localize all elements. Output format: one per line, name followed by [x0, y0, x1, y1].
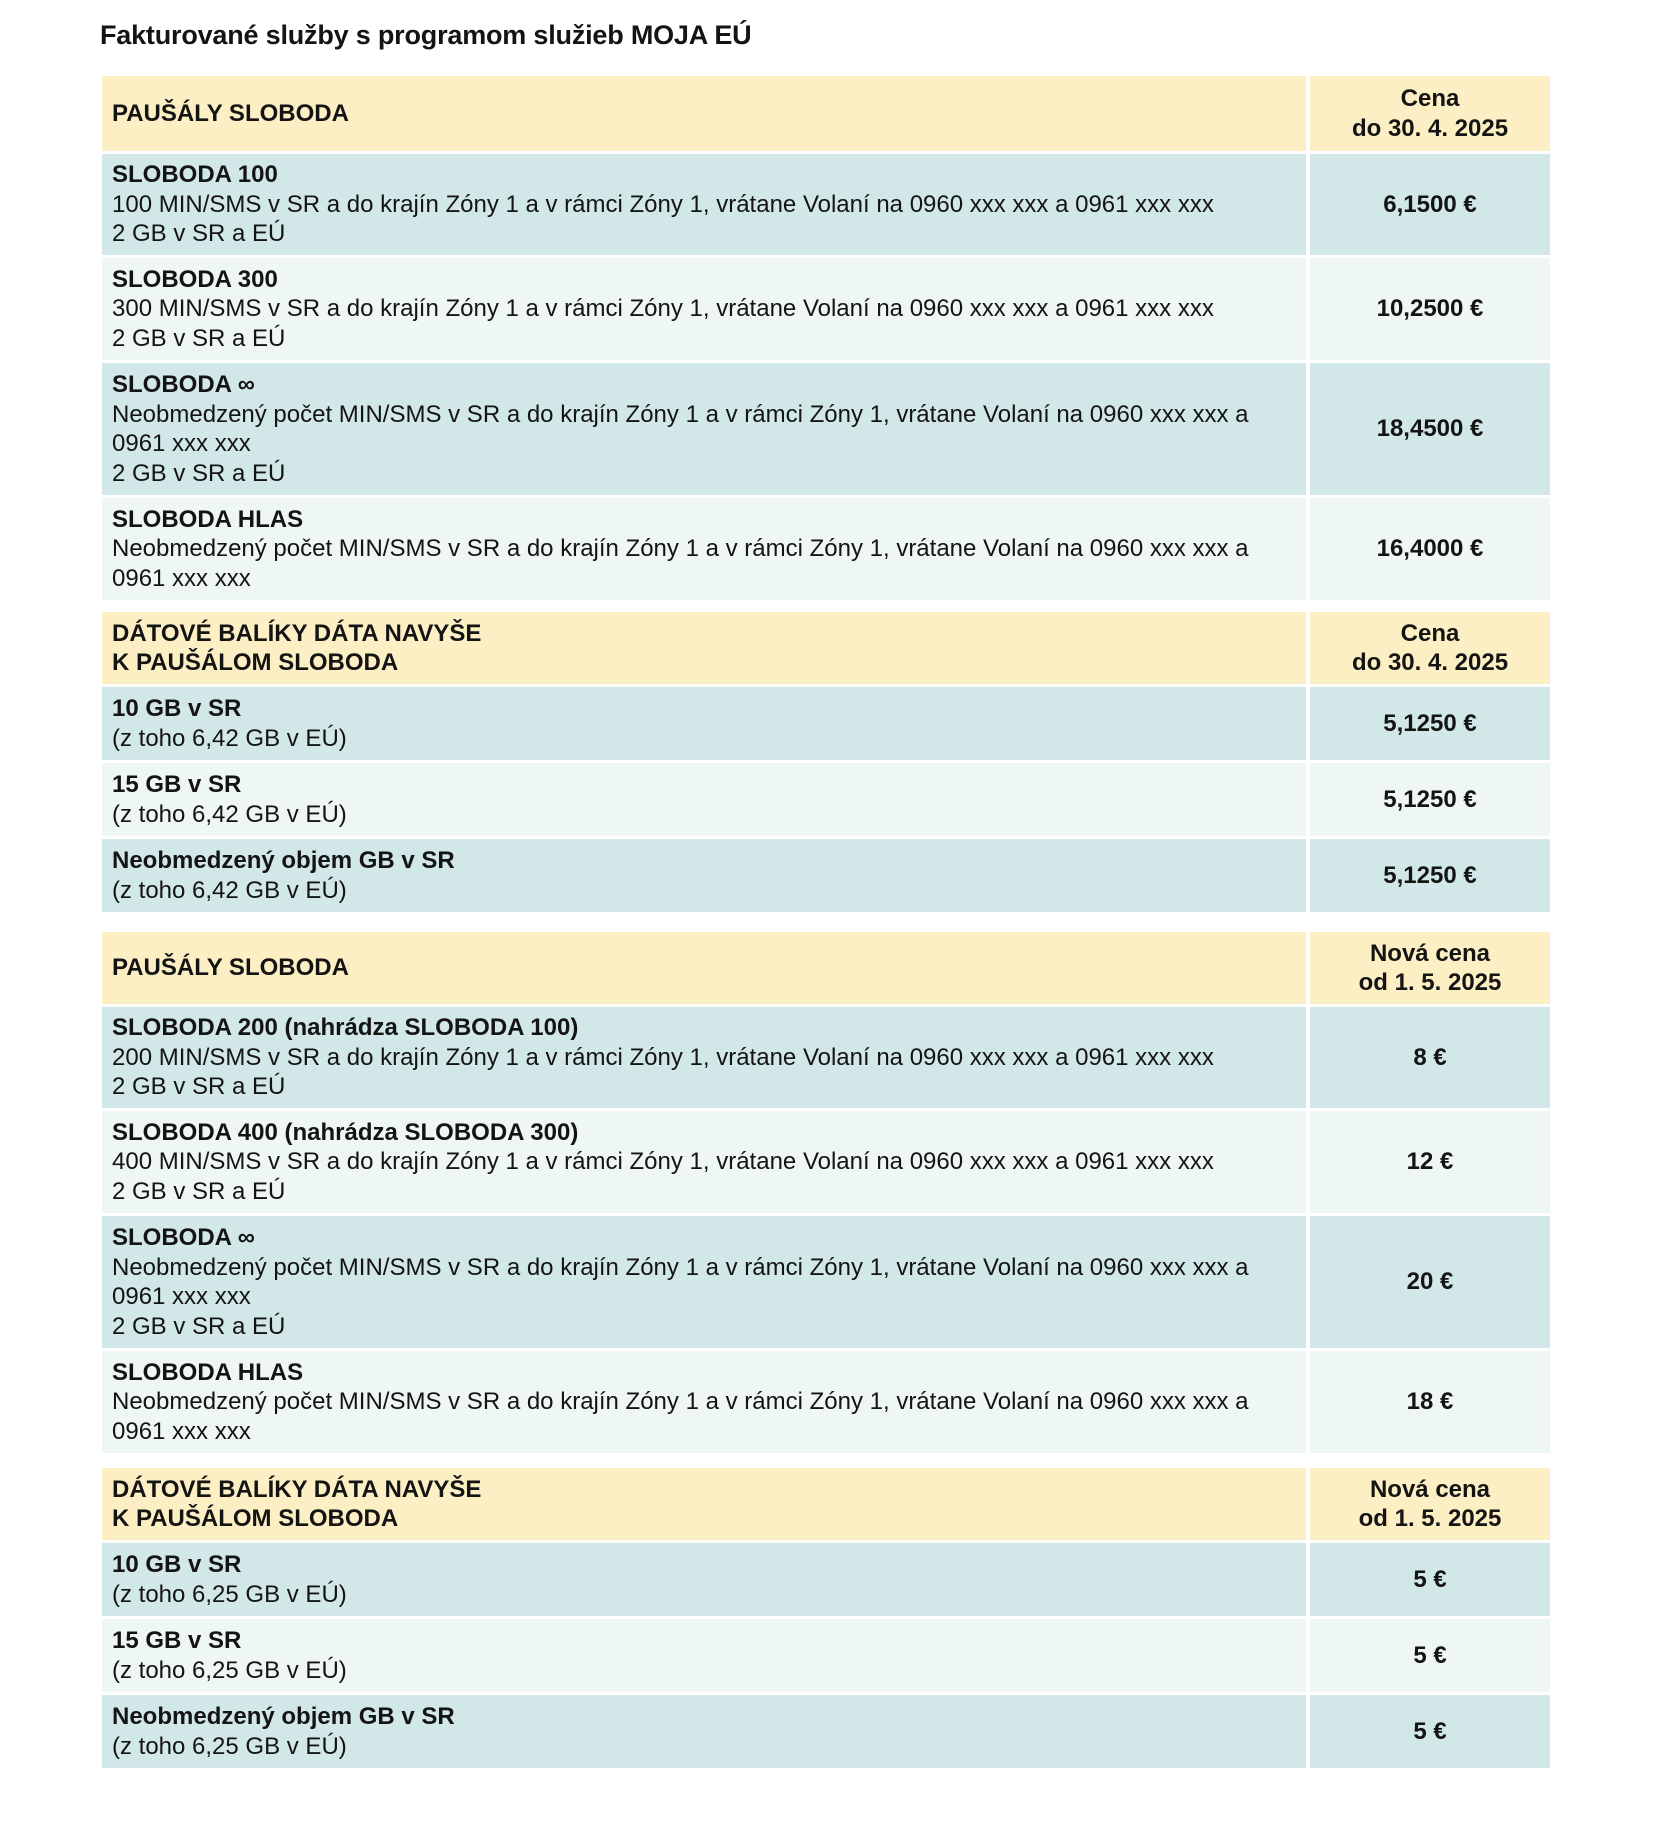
- plan-name: Neobmedzený objem GB v SR: [112, 1703, 455, 1730]
- plan-detail: (z toho 6,42 GB v EÚ): [112, 800, 347, 828]
- plan-price: 18 €: [1310, 1351, 1550, 1453]
- plan-description: [102, 1619, 1306, 1692]
- price-column-header: [1310, 612, 1550, 684]
- page-title: Fakturované služby s programom služieb MOJA EÚ: [100, 20, 752, 50]
- price-table: [102, 612, 1550, 912]
- price-column-header: [1310, 76, 1550, 151]
- plan-detail: 0961 xxx xxx: [112, 1283, 251, 1310]
- section-header-line: DÁTOVÉ BALÍKY DÁTA NAVYŠE: [112, 619, 482, 647]
- price-header-line: od 1. 5. 2025: [1358, 969, 1502, 996]
- plan-detail: (z toho 6,42 GB v EÚ): [112, 876, 347, 904]
- plan-description: [102, 1111, 1306, 1213]
- plan-price: 18,4500 €: [1310, 363, 1550, 495]
- price-table: [102, 1468, 1550, 1768]
- plan-description: [102, 763, 1306, 836]
- plan-price: 12 €: [1310, 1111, 1550, 1213]
- plan-detail: Neobmedzený počet MIN/SMS v SR a do krajín Zóny 1 a v rámci Zóny 1, vrátane Volaní na 0960 xxx xxx a: [112, 535, 1249, 563]
- plan-price: 5,1250 €: [1310, 687, 1550, 760]
- plan-detail: 2 GB v SR a EÚ: [112, 459, 286, 487]
- plan-detail: (z toho 6,42 GB v EÚ): [112, 724, 347, 752]
- plan-detail: (z toho 6,25 GB v EÚ): [112, 1732, 347, 1760]
- plan-name: SLOBODA 300: [112, 265, 278, 293]
- plan-price: 5 €: [1310, 1543, 1550, 1616]
- plan-detail: 2 GB v SR a EÚ: [112, 1073, 286, 1101]
- plan-detail: 2 GB v SR a EÚ: [112, 1177, 286, 1205]
- plan-description: [102, 1351, 1306, 1453]
- plan-detail: Neobmedzený počet MIN/SMS v SR a do krajín Zóny 1 a v rámci Zóny 1, vrátane Volaní na 0960 xxx xxx a: [112, 400, 1249, 428]
- section-header-line: DÁTOVÉ BALÍKY DÁTA NAVYŠE: [112, 1475, 482, 1503]
- price-header-line: Nová cena: [1369, 939, 1491, 967]
- plan-description: [102, 363, 1306, 495]
- plan-name: SLOBODA 400 (nahrádza SLOBODA 300): [112, 1118, 579, 1146]
- plan-detail: 2 GB v SR a EÚ: [112, 324, 286, 352]
- price-header-line: Cena: [1400, 619, 1460, 647]
- plan-description: [102, 687, 1306, 760]
- price-column-header: [1310, 1468, 1550, 1540]
- plan-name: Neobmedzený objem GB v SR: [112, 847, 455, 874]
- section-header-line: K PAUŠÁLOM SLOBODA: [112, 649, 399, 676]
- plan-description: [102, 1007, 1306, 1108]
- section-header-line: PAUŠÁLY SLOBODA: [112, 99, 349, 127]
- plan-price: 20 €: [1310, 1216, 1550, 1348]
- plan-detail: Neobmedzený počet MIN/SMS v SR a do krajín Zóny 1 a v rámci Zóny 1, vrátane Volaní na 0960 xxx xxx a: [112, 1253, 1249, 1281]
- plan-description: [102, 839, 1306, 912]
- plan-detail: 2 GB v SR a EÚ: [112, 220, 286, 248]
- plan-detail: 200 MIN/SMS v SR a do krajín Zóny 1 a v rámci Zóny 1, vrátane Volaní na 0960 xxx xxx a 0961 xxx xxx: [112, 1043, 1214, 1071]
- plan-description: [102, 498, 1306, 600]
- plan-description: [102, 154, 1306, 255]
- plan-detail: Neobmedzený počet MIN/SMS v SR a do krajín Zóny 1 a v rámci Zóny 1, vrátane Volaní na 0960 xxx xxx a: [112, 1388, 1249, 1416]
- plan-price: 6,1500 €: [1310, 154, 1550, 255]
- plan-name: 15 GB v SR: [112, 771, 242, 798]
- plan-price: 16,4000 €: [1310, 498, 1550, 600]
- price-header-line: Cena: [1400, 85, 1460, 112]
- section-header: [102, 76, 1306, 151]
- section-header-line: PAUŠÁLY SLOBODA: [112, 954, 349, 982]
- plan-price: 5,1250 €: [1310, 763, 1550, 836]
- plan-price: 5,1250 €: [1310, 839, 1550, 912]
- plan-name: 10 GB v SR: [112, 695, 242, 722]
- plan-price: 8 €: [1310, 1007, 1550, 1108]
- plan-detail: 300 MIN/SMS v SR a do krajín Zóny 1 a v rámci Zóny 1, vrátane Volaní na 0960 xxx xxx a 0961 xxx xxx: [112, 295, 1214, 323]
- plan-detail: 2 GB v SR a EÚ: [112, 1312, 286, 1340]
- price-header-line: do 30. 4. 2025: [1351, 649, 1509, 676]
- plan-detail: 0961 xxx xxx: [112, 564, 251, 592]
- plan-price: 5 €: [1310, 1695, 1550, 1768]
- plan-description: [102, 1216, 1306, 1348]
- plan-description: [102, 1543, 1306, 1616]
- plan-price: 5 €: [1310, 1619, 1550, 1692]
- plan-name: SLOBODA HLAS: [112, 505, 304, 533]
- price-table: [102, 76, 1550, 600]
- plan-detail: 0961 xxx xxx: [112, 430, 251, 457]
- plan-name: SLOBODA HLAS: [112, 1358, 304, 1386]
- section-header-line: K PAUŠÁLOM SLOBODA: [112, 1505, 399, 1532]
- plan-name: SLOBODA 100: [112, 161, 278, 189]
- plan-name: SLOBODA 200 (nahrádza SLOBODA 100): [112, 1014, 579, 1042]
- price-header-line: od 1. 5. 2025: [1358, 1505, 1502, 1532]
- section-header: [102, 932, 1306, 1004]
- plan-name: 10 GB v SR: [112, 1551, 242, 1578]
- section-header: [102, 612, 1306, 684]
- plan-detail: (z toho 6,25 GB v EÚ): [112, 1656, 347, 1684]
- price-header-line: Nová cena: [1369, 1475, 1491, 1503]
- price-header-line: do 30. 4. 2025: [1351, 114, 1509, 142]
- plan-description: [102, 1695, 1306, 1768]
- plan-description: [102, 258, 1306, 360]
- plan-detail: 0961 xxx xxx: [112, 1417, 251, 1445]
- plan-price: 10,2500 €: [1310, 258, 1550, 360]
- plan-detail: (z toho 6,25 GB v EÚ): [112, 1580, 347, 1608]
- plan-detail: 400 MIN/SMS v SR a do krajín Zóny 1 a v rámci Zóny 1, vrátane Volaní na 0960 xxx xxx a 0961 xxx xxx: [112, 1148, 1214, 1176]
- plan-name: SLOBODA ∞: [112, 371, 255, 398]
- price-column-header: [1310, 932, 1550, 1004]
- plan-name: SLOBODA ∞: [112, 1224, 255, 1251]
- plan-name: 15 GB v SR: [112, 1627, 242, 1654]
- section-header: [102, 1468, 1306, 1540]
- plan-detail: 100 MIN/SMS v SR a do krajín Zóny 1 a v rámci Zóny 1, vrátane Volaní na 0960 xxx xxx a 0961 xxx xxx: [112, 190, 1214, 218]
- price-table: [102, 932, 1550, 1453]
